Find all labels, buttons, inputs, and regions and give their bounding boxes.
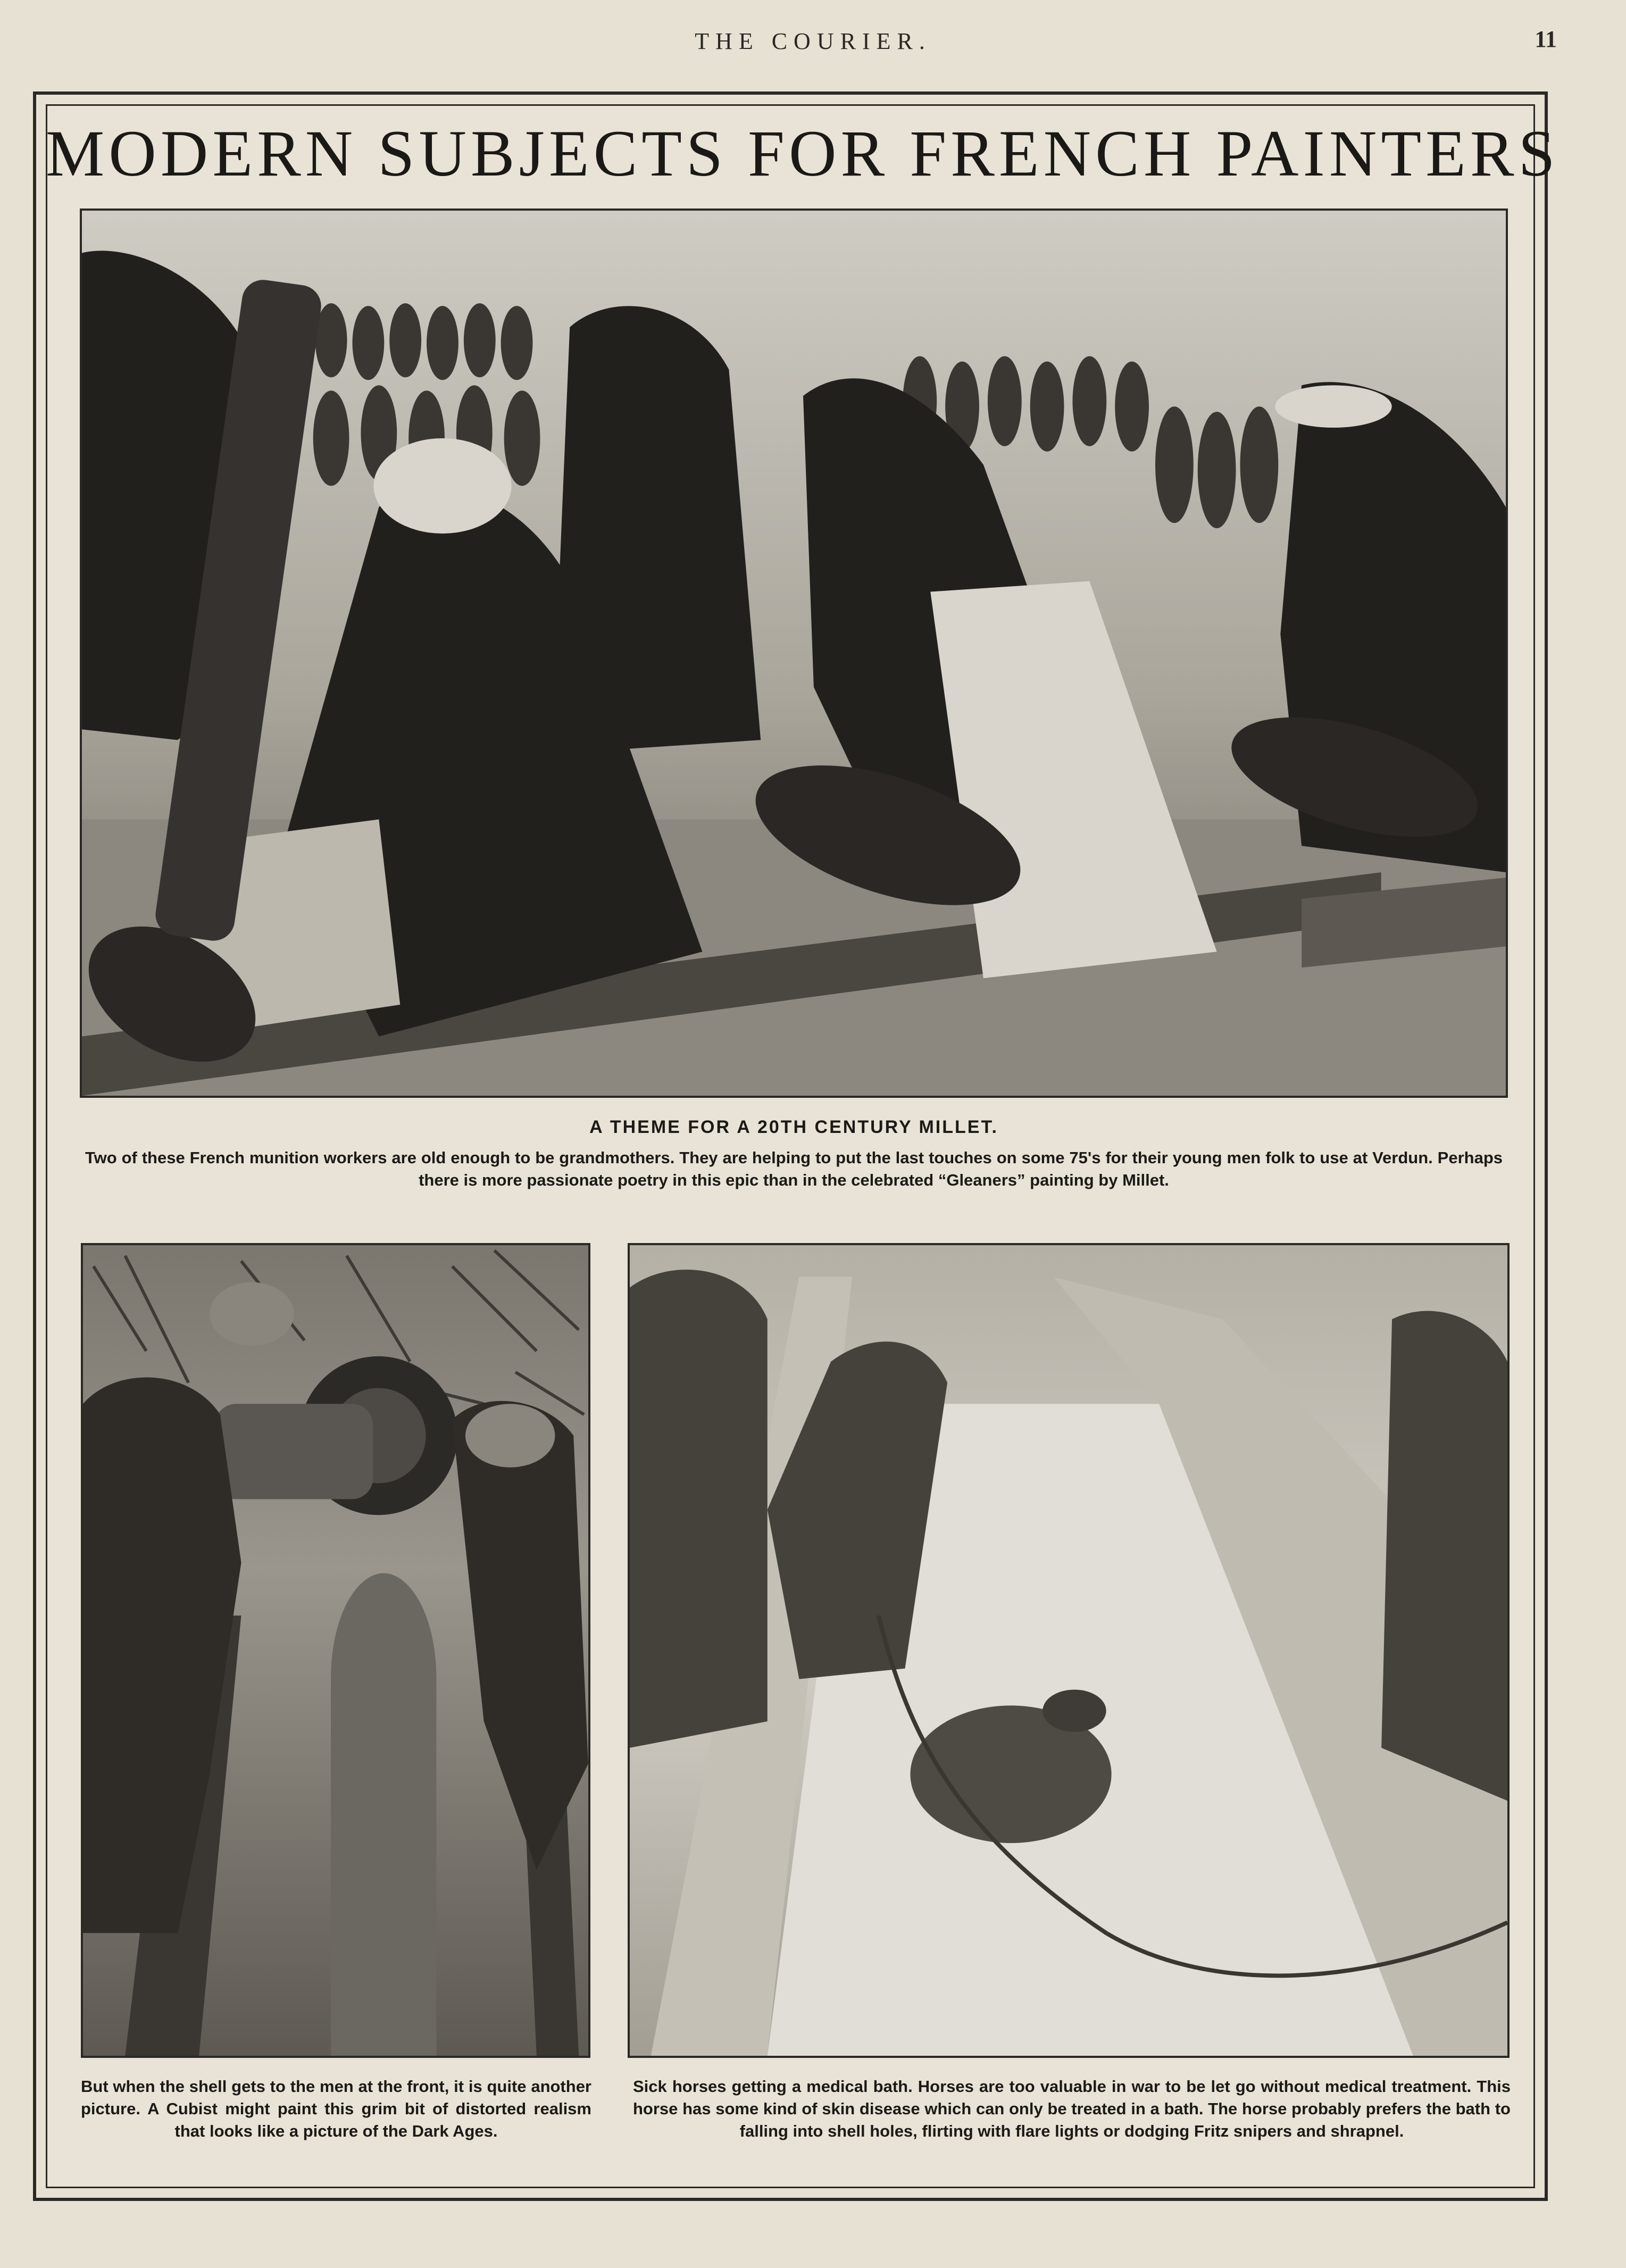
photo-shell-at-front (81, 1243, 590, 2058)
left-caption: But when the shell gets to the men at the front, it is quite another picture. A Cubist might paint this grim bit of distorted realism that looks like a picture of the Dark Ages. (81, 2077, 591, 2140)
headline: MODERN SUBJECTS FOR FRENCH PAINTERS (46, 117, 1560, 190)
photo-munition-workers (80, 209, 1508, 1098)
running-head: THE COURIER. (695, 28, 931, 54)
main-caption-title: A THEME FOR A 20TH CENTURY MILLET. (589, 1117, 998, 1137)
main-caption: Two of these French munition workers are old enough to be grandmothers. They are helping to put the last touches on some 75's for their young men folk to use at Verdun. Perhaps there is more passionate poetry in this epic than in the celebrated “Gleaners” painting by Millet. (85, 1148, 1503, 1189)
page-number: 11 (1535, 26, 1557, 52)
page-header (0, 0, 1626, 85)
right-caption: Sick horses getting a medical bath. Horses are too valuable in war to be let go without medical treatment. This horse has some kind of skin disease which can only be treated in a bath. The horse probably prefers the bath to falling into shell holes, flirting with flare lights or dodging Fritz snipers and shrapnel. (633, 2077, 1511, 2140)
photo-horse-bath (628, 1243, 1510, 2058)
